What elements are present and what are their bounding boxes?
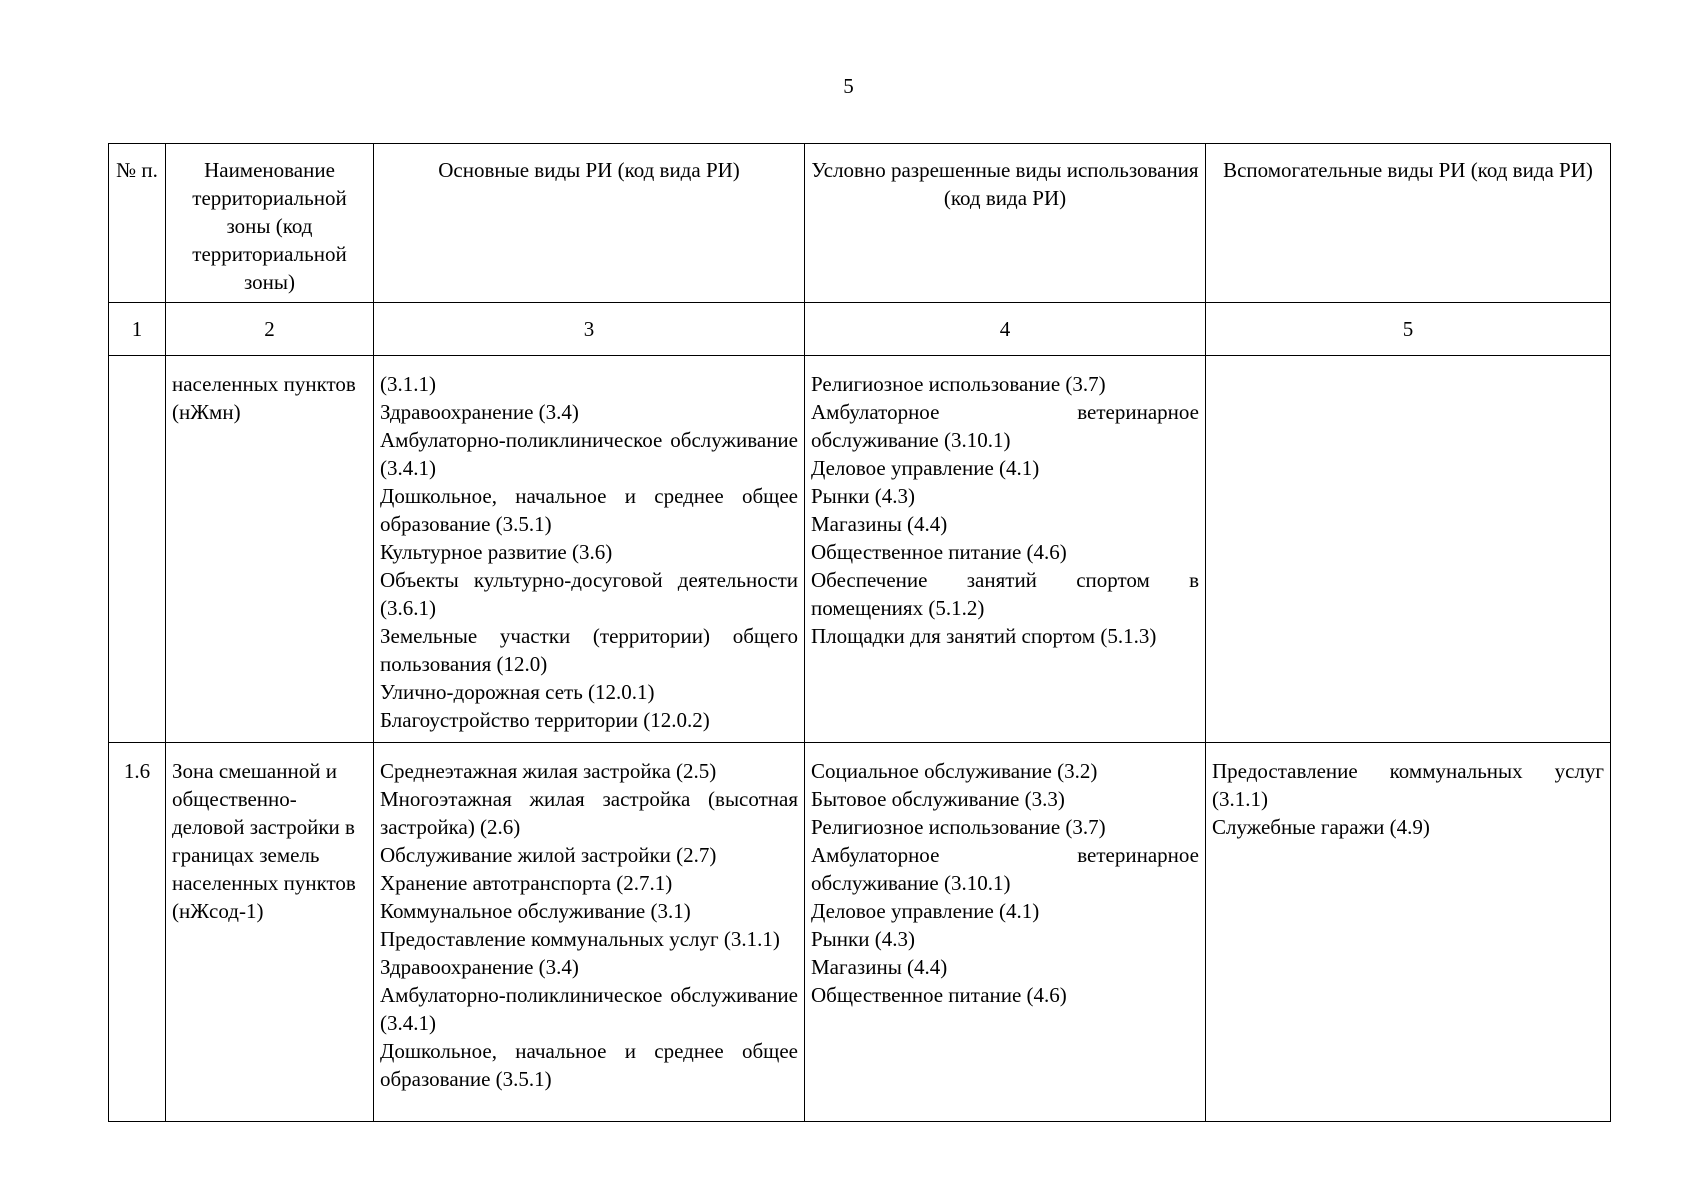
list-item: Хранение автотранспорта (2.7.1) xyxy=(380,871,673,895)
column-number: 3 xyxy=(374,303,805,356)
list-item: Амбулаторное ветеринарное обслуживание (3.10.1) xyxy=(811,843,1199,895)
header-main-uses: Основные виды РИ (код вида РИ) xyxy=(374,144,805,303)
header-number: № п. xyxy=(109,144,166,303)
list-item: Культурное развитие (3.6) xyxy=(380,540,613,564)
list-item: Объекты культурно-досуговой деятельности (3.6.1) xyxy=(380,568,798,620)
conditional-uses-cell xyxy=(805,743,1206,1122)
list-item: Амбулаторно-поликлиническое обслуживание (3.4.1) xyxy=(380,983,798,1035)
list-item: Коммунальное обслуживание (3.1) xyxy=(380,899,691,923)
list-item: Среднеэтажная жилая застройка (2.5) xyxy=(380,759,717,783)
list-item: Амбулаторно-поликлиническое обслуживание (3.4.1) xyxy=(380,428,798,480)
list-item: Благоустройство территории (12.0.2) xyxy=(380,708,710,732)
column-number-row xyxy=(109,303,1611,356)
table-row xyxy=(109,743,1611,1122)
list-item: Бытовое обслуживание (3.3) xyxy=(811,787,1065,811)
zone-name: Зона смешанной и общественно-деловой застройки в границах земель населенных пунктов (нЖсод-1) xyxy=(166,743,374,1122)
zoning-table xyxy=(108,143,1611,1122)
list-item: Деловое управление (4.1) xyxy=(811,899,1040,923)
list-item: Общественное питание (4.6) xyxy=(811,540,1067,564)
list-item: Амбулаторное ветеринарное обслуживание (3.10.1) xyxy=(811,400,1199,452)
list-item: Предоставление коммунальных услуг (3.1.1) xyxy=(1212,759,1604,811)
list-item: (3.1.1) xyxy=(380,372,436,396)
list-item: Земельные участки (территории) общего пользования (12.0) xyxy=(380,624,798,676)
main-uses-cell xyxy=(374,356,805,743)
row-number: 1.6 xyxy=(109,743,166,1122)
header-auxiliary-uses: Вспомогательные виды РИ (код вида РИ) xyxy=(1206,144,1611,303)
list-item: Религиозное использование (3.7) xyxy=(811,372,1106,396)
table-header-row xyxy=(109,144,1611,303)
list-item: Дошкольное, начальное и среднее общее образование (3.5.1) xyxy=(380,484,798,536)
list-item: Улично-дорожная сеть (12.0.1) xyxy=(380,680,655,704)
column-number: 5 xyxy=(1206,303,1611,356)
table-row xyxy=(109,356,1611,743)
list-item: Здравоохранение (3.4) xyxy=(380,955,579,979)
zone-name: населенных пунктов (нЖмн) xyxy=(166,356,374,743)
list-item: Здравоохранение (3.4) xyxy=(380,400,579,424)
list-item: Социальное обслуживание (3.2) xyxy=(811,759,1098,783)
list-item: Дошкольное, начальное и среднее общее образование (3.5.1) xyxy=(380,1039,798,1091)
main-uses-cell xyxy=(374,743,805,1122)
list-item: Служебные гаражи (4.9) xyxy=(1212,815,1430,839)
header-conditional-uses: Условно разрешенные виды использования (код вида РИ) xyxy=(805,144,1206,303)
conditional-uses-cell xyxy=(805,356,1206,743)
list-item: Многоэтажная жилая застройка (высотная застройка) (2.6) xyxy=(380,787,798,839)
list-item: Магазины (4.4) xyxy=(811,512,948,536)
list-item: Общественное питание (4.6) xyxy=(811,983,1067,1007)
page-number: 5 xyxy=(843,74,854,98)
header-zone-name: Наименование территориальной зоны (код территориальной зоны) xyxy=(166,144,374,303)
list-item: Обслуживание жилой застройки (2.7) xyxy=(380,843,717,867)
list-item: Рынки (4.3) xyxy=(811,484,915,508)
auxiliary-uses-cell xyxy=(1206,356,1611,743)
list-item: Религиозное использование (3.7) xyxy=(811,815,1106,839)
column-number: 4 xyxy=(805,303,1206,356)
list-item: Деловое управление (4.1) xyxy=(811,456,1040,480)
list-item: Рынки (4.3) xyxy=(811,927,915,951)
list-item: Предоставление коммунальных услуг (3.1.1) xyxy=(380,927,780,951)
column-number: 1 xyxy=(109,303,166,356)
list-item: Обеспечение занятий спортом в помещениях (5.1.2) xyxy=(811,568,1199,620)
row-number xyxy=(109,356,166,743)
list-item: Площадки для занятий спортом (5.1.3) xyxy=(811,624,1157,648)
auxiliary-uses-cell xyxy=(1206,743,1611,1122)
column-number: 2 xyxy=(166,303,374,356)
list-item: Магазины (4.4) xyxy=(811,955,948,979)
